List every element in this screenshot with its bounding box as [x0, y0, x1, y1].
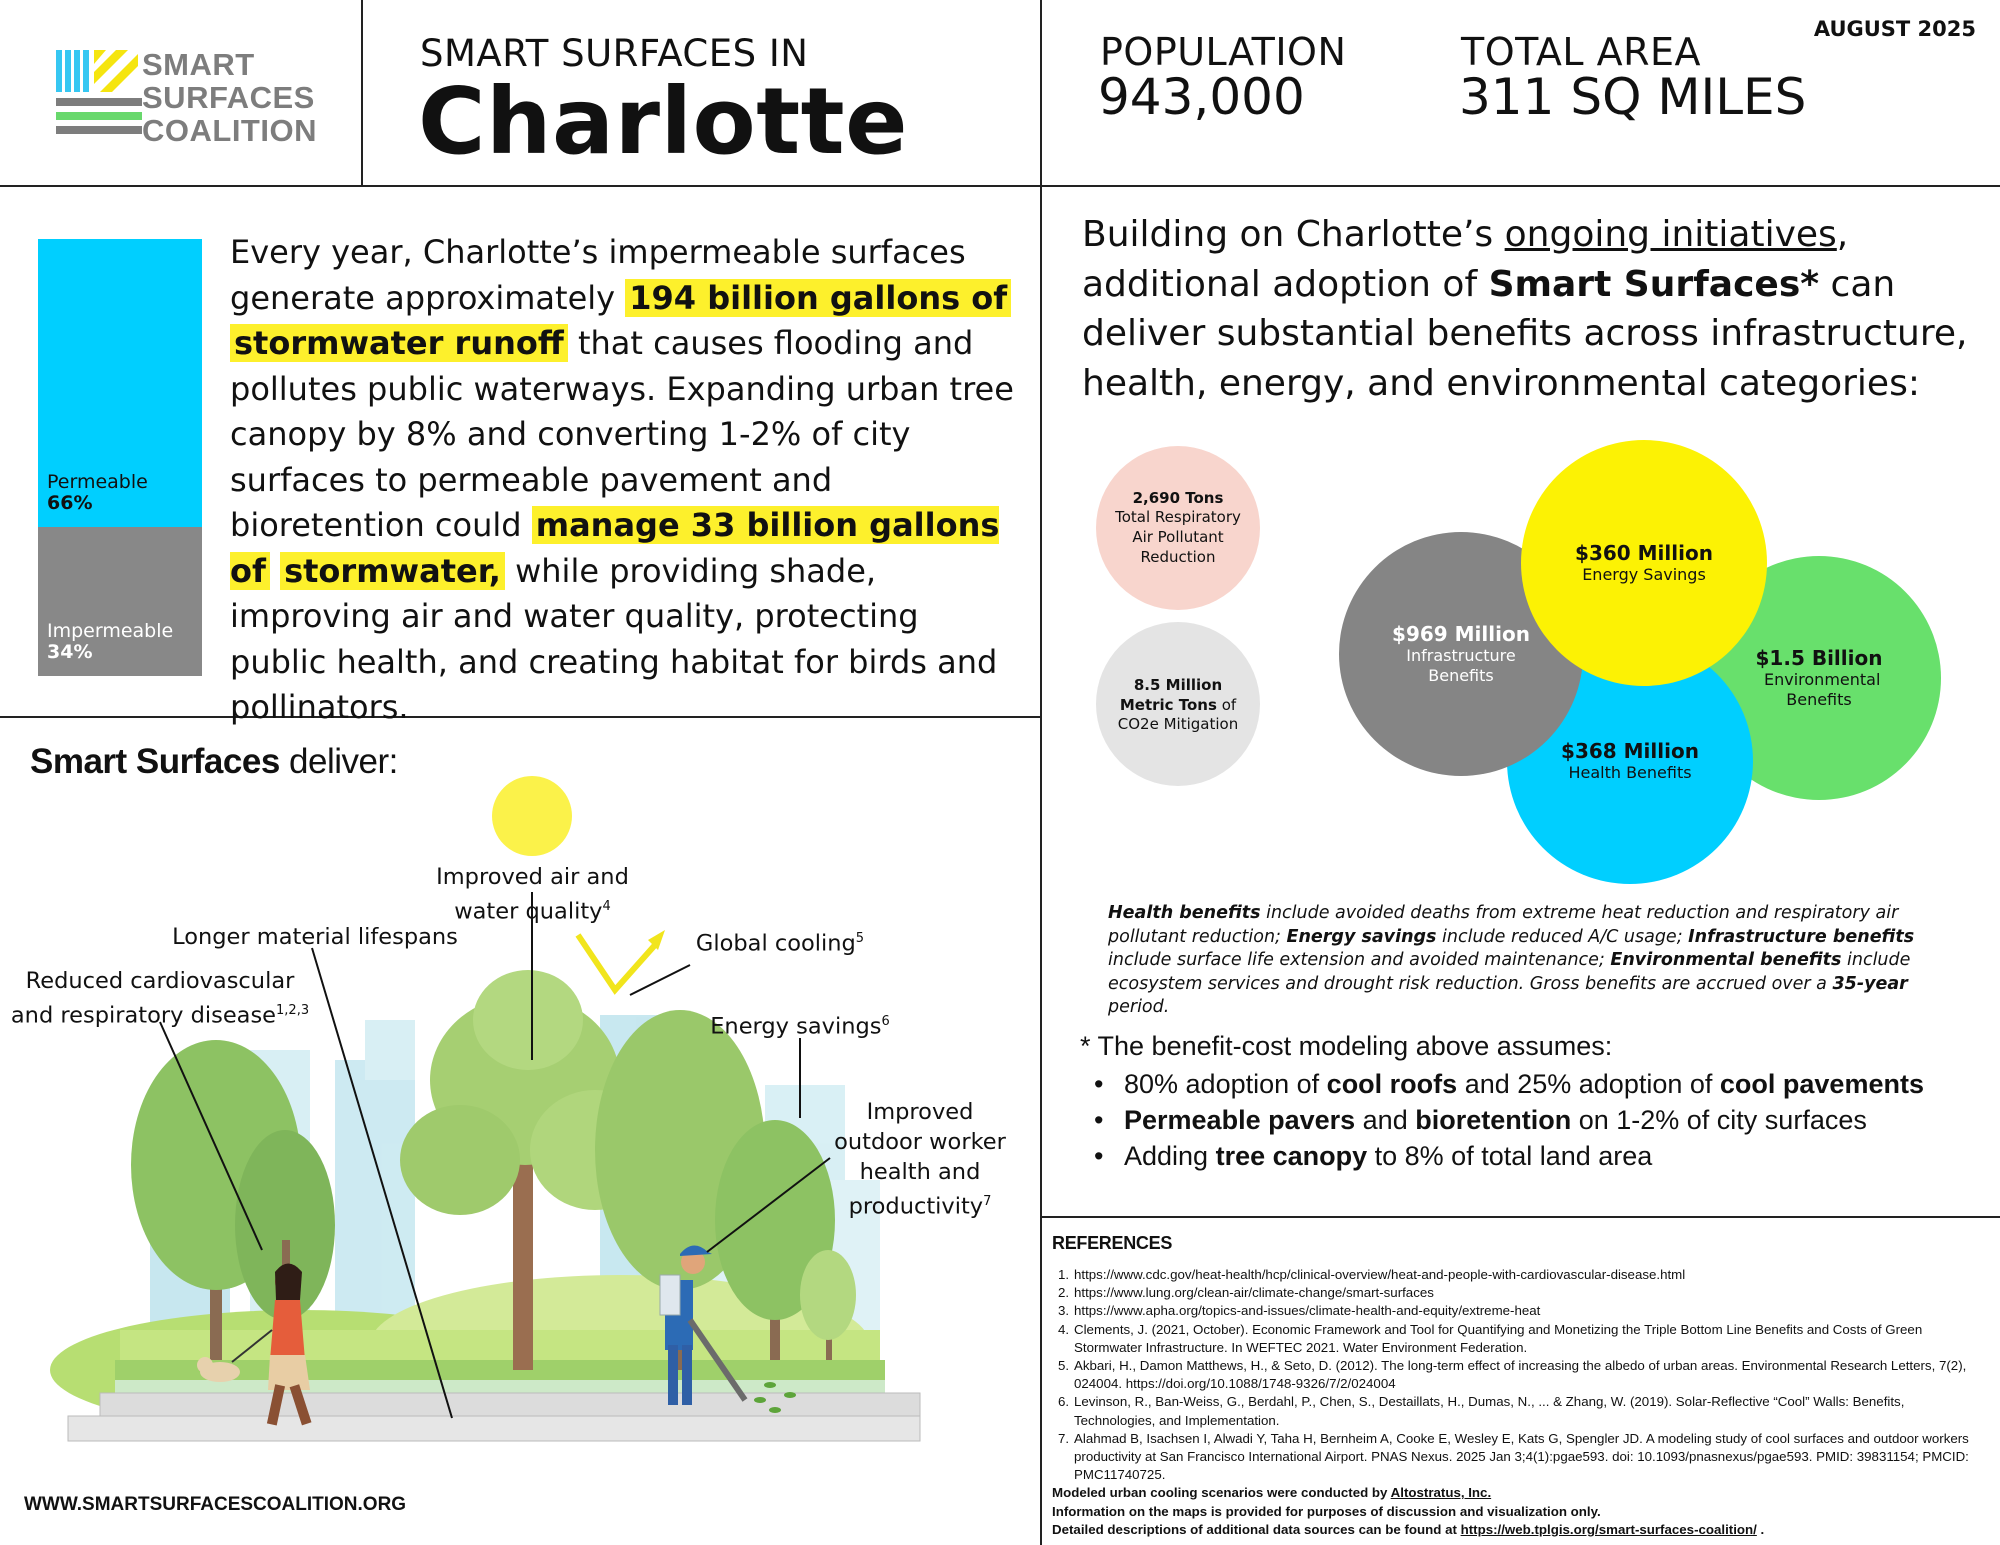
assumption-item: • 80% adoption of cool roofs and 25% adoption of cool pavements: [1080, 1066, 1924, 1102]
population-label: POPULATION: [1100, 30, 1347, 74]
right-refs-rule: [1040, 1216, 2000, 1218]
references-section: [1052, 1233, 1982, 1539]
assumptions-block: [1080, 1028, 1924, 1174]
data-sources-link[interactable]: https://web.tplgis.org/smart-surfaces-coalition/: [1460, 1521, 1757, 1537]
benefits-intro: Building on Charlotte’s ongoing initiatives, additional adoption of Smart Surfaces* can deliver substantial benefits across infrastructure, health, energy, and environmental categories:: [1082, 214, 1968, 404]
reference-item: 7. Alahmad B, Isachsen I, Alwadi Y, Taha H, Bernheim A, Cooke E, Wesley E, Kats G, Spengler JD. A modeling study of cool surfaces and outdoor workers productivity at San Francisco International Airport. PNAS Nexus. 2025 Jan 3;4(1):pgae593. doi: 10.1093/pnasnexus/pgae593. PMID: 39831154; PMCID: PMC11740725.: [1058, 1430, 1969, 1483]
stormwater-paragraph: Every year, Charlotte’s impermeable surfaces generate approximately 194 billion gallons of stormwater runoff that causes flooding and pollutes public waterways. Expanding urban tree canopy by 8% and converting 1-2% of city surfaces to permeable pavement and bioretention could manage 33 billion gallons of stormwater, while providing shade, improving air and water quality, protecting public health, and creating habitat for birds and pollinators.: [230, 233, 1014, 726]
reflection-arrow-icon: [578, 935, 655, 990]
population-value: 943,000: [1098, 68, 1305, 126]
health-bubble: $368 Million Health Benefits: [1507, 638, 1753, 884]
assumption-item: • Adding tree canopy to 8% of total land area: [1080, 1138, 1924, 1174]
impermeable-segment: [38, 527, 202, 676]
highlight-managed-b: stormwater,: [280, 552, 505, 590]
infrastructure-bubble: $969 Million Infrastructure Benefits: [1339, 532, 1583, 776]
highlight-managed-a: manage 33 billion gallons of: [230, 506, 1000, 590]
assumptions-title: * The benefit-cost modeling above assumes:: [1080, 1031, 1613, 1061]
highlight-runoff-a: 194 billion gallons of: [625, 279, 1011, 317]
reference-item: 6. Levinson, R., Ban-Weiss, G., Berdahl, P., Chen, S., Destaillats, H., Dumas, N., ... & Zhang, W. (2019). Solar-Reflective “Cool” Walls: Benefits, Technologies, and Implementation.: [1058, 1394, 1905, 1428]
header-bottom-rule: [0, 185, 2000, 187]
deliver-title: Smart Surfaces deliver:: [30, 742, 398, 781]
ongoing-initiatives-link[interactable]: ongoing initiatives: [1504, 214, 1837, 255]
impermeable-label: Impermeable 34%: [47, 620, 174, 663]
annotation-cooling: Global cooling$^5$: [695, 930, 865, 957]
reference-item: 4. Clements, J. (2021, October). Economic Framework and Tool for Quantifying and Monetizing the Triple Bottom Line Benefits and Costs of Green Stormwater Infrastructure. In WEFTEC 2021. Water Environment Federation.: [1058, 1321, 1923, 1355]
reference-item[interactable]: 3. https://www.apha.org/topics-and-issues/climate-health-and-equity/extreme-heat: [1058, 1303, 1541, 1319]
annotation-cardio: Reduced cardiovascular and respiratory disease$^{1,2,3}$: [10, 968, 310, 1029]
maps-disclaimer: Information on the maps is provided for purposes of discussion and visualization only.: [1052, 1503, 1601, 1519]
respiratory-bubble: 2,690 Tons Total Respiratory Air Pollutant Reduction: [1096, 446, 1260, 610]
website-link[interactable]: WWW.SMARTSURFACESCOALITION.ORG: [24, 1494, 407, 1515]
references-title: REFERENCES: [1052, 1233, 1173, 1253]
environmental-bubble: $1.5 Billion Environmental Benefits: [1697, 556, 1941, 800]
permeable-segment: [38, 239, 202, 527]
logo-icon: [56, 50, 142, 134]
title-prefix: SMART SURFACES IN: [420, 32, 809, 75]
area-value: 311 SQ MILES: [1459, 68, 1807, 126]
logo-text: SMART SURFACES COALITION: [142, 47, 317, 148]
reference-item[interactable]: 2. https://www.lung.org/clean-air/climate-change/smart-surfaces: [1058, 1285, 1434, 1301]
report-date: AUGUST 2025: [1813, 17, 1976, 41]
assumption-item: • Permeable pavers and bioretention on 1-2% of city surfaces: [1080, 1102, 1924, 1138]
annotation-air-water: Improved air and water quality$^4$: [436, 864, 629, 925]
data-sources-note: Detailed descriptions of additional data sources can be found at https://web.tplgis.org/smart-surfaces-coalition/ .: [1052, 1521, 1765, 1537]
benefits-footnote: Health benefits include avoided deaths from extreme heat reduction and respiratory air pollutant reduction; Energy savings include reduced A/C usage; Infrastructure benefits include surface life extension and avoided maintenance; Environmental benefits include ecosystem services and drought risk reduction. Gross benefits are accrued over a 35-year period.: [1108, 903, 1915, 1017]
annotation-worker: Improved outdoor worker health and productivity$^7$: [834, 1099, 1006, 1220]
surface-bar: [38, 239, 202, 676]
reference-item[interactable]: 1. https://www.cdc.gov/heat-health/hcp/clinical-overview/heat-and-people-with-cardiovascular-disease.html: [1058, 1267, 1686, 1282]
area-label: TOTAL AREA: [1461, 30, 1702, 74]
modeling-credit: Modeled urban cooling scenarios were conducted by Altostratus, Inc.: [1052, 1485, 1492, 1501]
annotation-material: Longer material lifespans: [172, 924, 458, 950]
header-divider-left: [361, 0, 363, 186]
reference-item: 5. Akbari, H., Damon Matthews, H., & Seto, D. (2012). The long-term effect of increasing the albedo of urban areas. Environmental Research Letters, 7(2), 024004. https://doi.org/10.1088/1748-9326/7/2/024004: [1058, 1358, 1967, 1392]
city-title: Charlotte: [418, 68, 909, 175]
highlight-runoff-b: stormwater runoff: [230, 324, 568, 362]
altostratus-link[interactable]: Altostratus, Inc.: [1390, 1485, 1492, 1501]
center-divider: [1040, 0, 1042, 1545]
permeable-value: 66%: [47, 492, 93, 514]
annotation-energy: Energy savings$^6$: [710, 1013, 890, 1040]
sun-icon: [492, 776, 572, 856]
co2-bubble: 8.5 Million Metric Tons of CO2e Mitigation: [1096, 622, 1260, 786]
energy-bubble: $360 Million Energy Savings: [1521, 440, 1767, 686]
impermeable-value: 34%: [47, 641, 93, 663]
permeable-label: Permeable 66%: [47, 471, 148, 514]
